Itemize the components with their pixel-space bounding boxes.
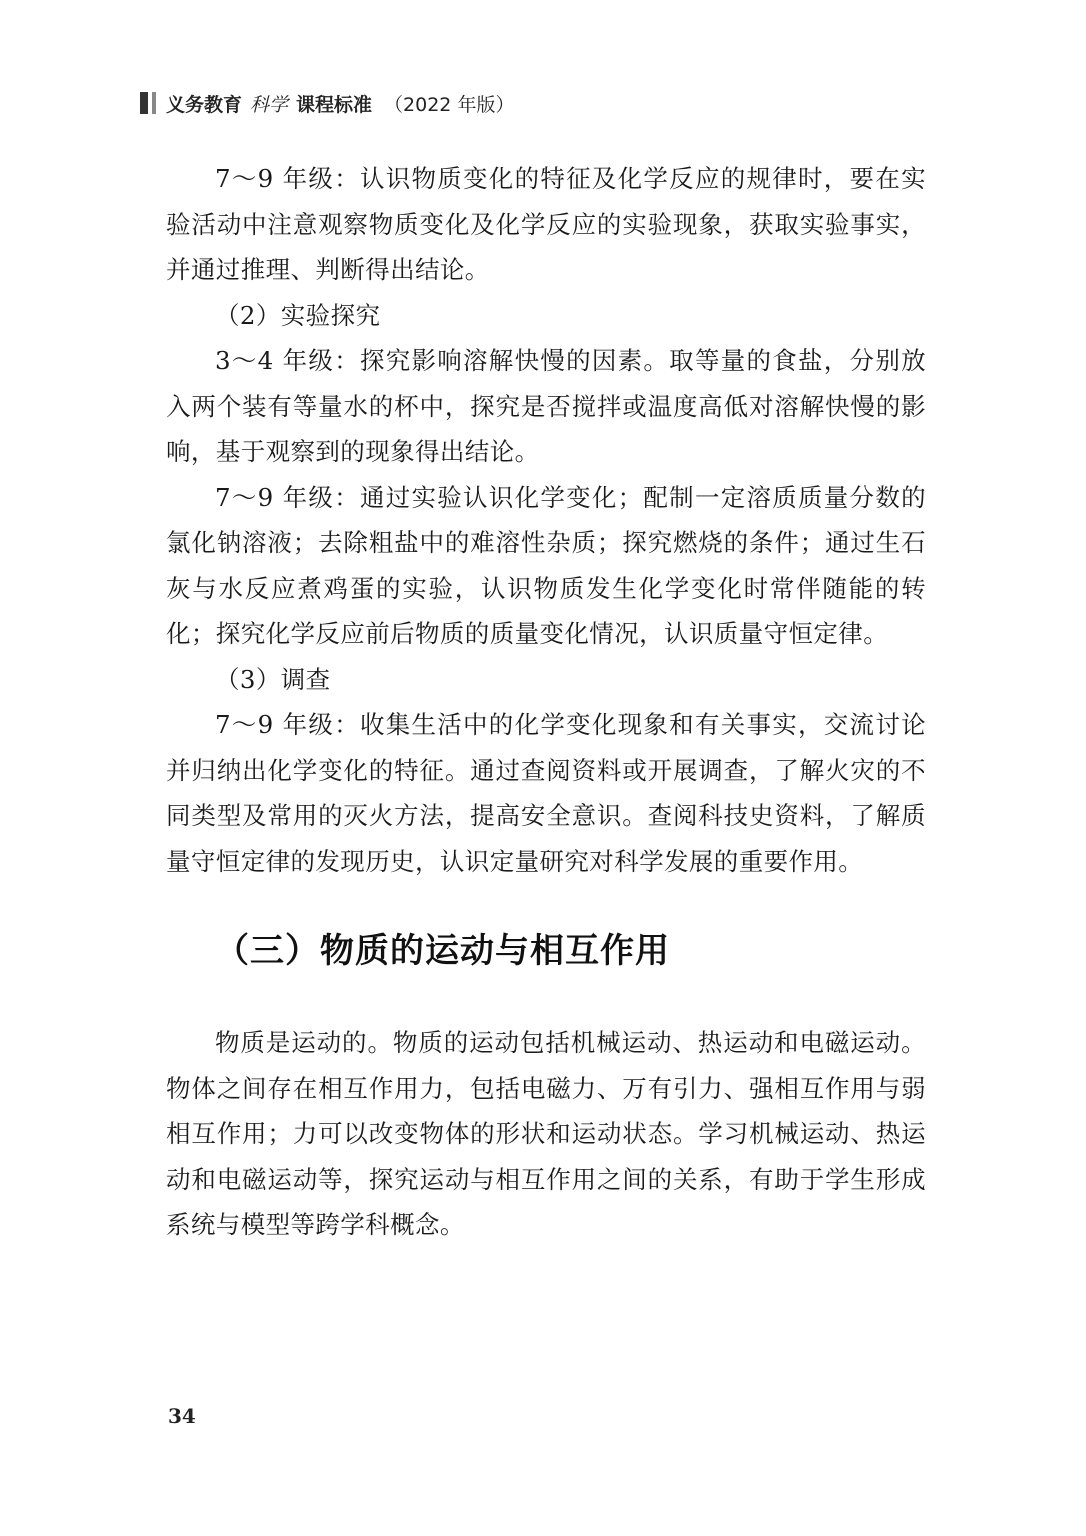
page-body [166, 156, 926, 1248]
header-subject: 科学 [250, 93, 289, 116]
header-mark-thin [152, 92, 156, 114]
paragraph-grade-7-9-experiments: 7～9 年级：通过实验认识化学变化；配制一定溶质质量分数的氯化钠溶液；去除粗盐中的难溶性杂质；探究燃烧的条件；通过生石灰与水反应煮鸡蛋的实验，认识物质发生化学变化时常伴随能的转化；探究化学反应前后物质的质量变化情况，认识质量守恒定律。 [166, 482, 926, 648]
header-series: 义务教育 [166, 93, 243, 116]
section-heading: （三）物质的运动与相互作用 [215, 931, 670, 971]
header-mark-thick [140, 92, 148, 114]
page-number: 34 [168, 1404, 196, 1428]
header-title: 课程标准 [296, 93, 373, 116]
paragraph-grade-7-9-survey: 7～9 年级：收集生活中的化学变化现象和有关事实，交流讨论并归纳出化学变化的特征。通过查阅资料或开展调查，了解火灾的不同类型及常用的灭火方法，提高安全意识。查阅科技史资料，了解质量守恒定律的发现历史，认识定量研究对科学发展的重要作用。 [166, 710, 926, 876]
subheading-experiment-inquiry: （2）实验探究 [215, 300, 381, 330]
header-edition: （2022 年版） [384, 93, 515, 116]
header-bar-marks [140, 92, 156, 114]
subheading-survey: （3）调查 [215, 664, 331, 694]
paragraph-motion-interaction: 物质是运动的。物质的运动包括机械运动、热运动和电磁运动。物体之间存在相互作用力，包括电磁力、万有引力、强相互作用与弱相互作用；力可以改变物体的形状和运动状态。学习机械运动、热运动和电磁运动等，探究运动与相互作用之间的关系，有助于学生形成系统与模型等跨学科概念。 [166, 1028, 926, 1239]
paragraph-grade-3-4-dissolving: 3～4 年级：探究影响溶解快慢的因素。取等量的食盐，分别放入两个装有等量水的杯中，探究是否搅拌或温度高低对溶解快慢的影响，基于观察到的现象得出结论。 [166, 346, 926, 466]
running-header [140, 88, 514, 118]
paragraph-grade-7-9-observation: 7～9 年级：认识物质变化的特征及化学反应的规律时，要在实验活动中注意观察物质变化及化学反应的实验现象，获取实验事实，并通过推理、判断得出结论。 [166, 164, 926, 284]
